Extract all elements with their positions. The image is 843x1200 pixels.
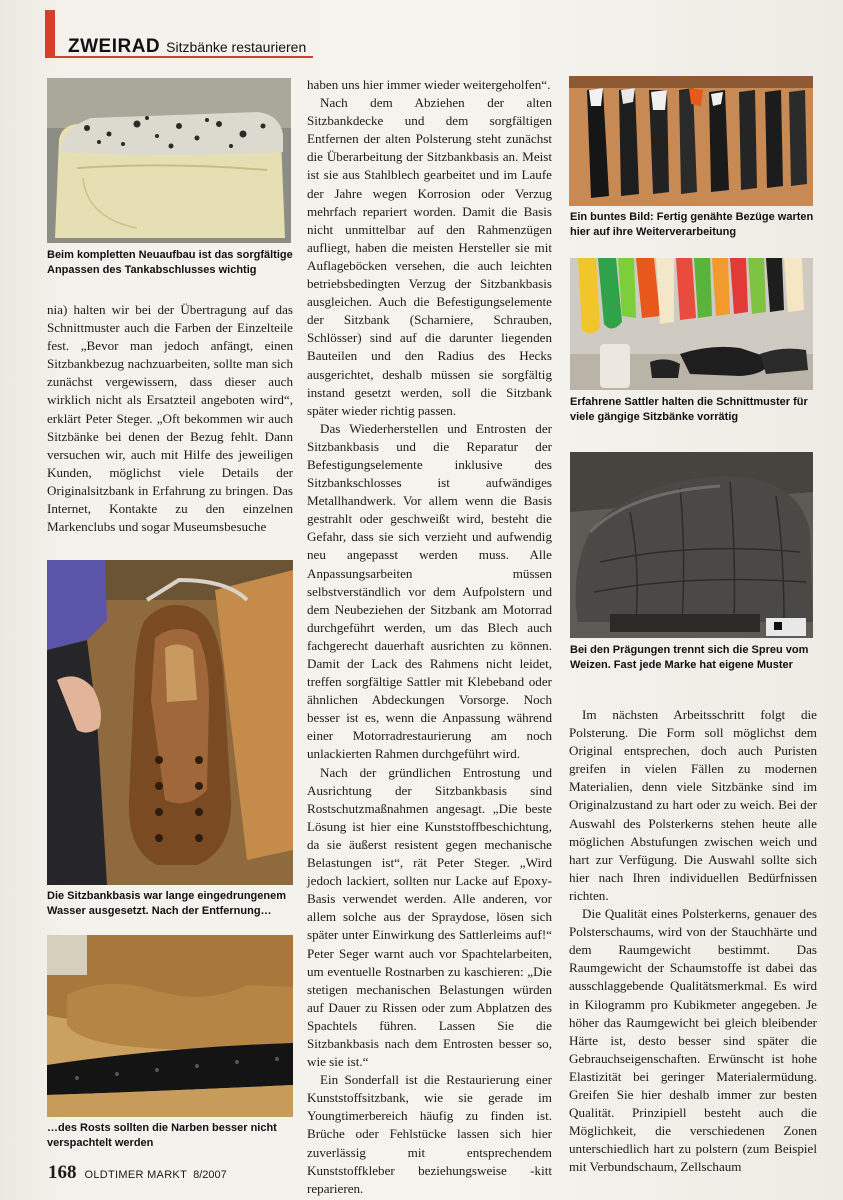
caption-derusted-base: …des Rosts sollten die Narben besser nicht verspachtelt werden xyxy=(47,1122,277,1149)
photo-embossed-seat xyxy=(570,452,813,638)
photo-derusted-base xyxy=(47,935,293,1117)
paragraph: haben uns hier immer wieder weitergeholfen“. xyxy=(307,77,551,92)
caption-cutting-patterns: Erfahrene Sattler halten die Schnittmuster für viele gängige Sitzbänke vorrätig xyxy=(570,396,808,423)
paragraph: Nach dem Abziehen der alten Sitzbankdecke und dem sorgfältigen Entfernen der alten Polsterung steht zunächst die Überarbeitung der Sitzbankbasis an. Meist ist sie aus Stahlblech gearbeitet und im Laufe der Jahre wegen Korrosion oder Verzug mehrfach repariert worden. Damit die Basis nicht unmittelbar auf den Rahmenzügen aufliegt, haben die meisten Hersteller sie mit Auflageböcken versehen, die auch leichten betriebsbedingten Verzug der Sitzbankbasis ausgleichen. Auch die Befestigungselemente der Sitzbank (Scharniere, Schrauben, Schlösser) sind auf die darunter liegenden Bauteilen und den Radius des Hecks ausgerichtet, deshalb müssen sie sorgfältig instand gesetzt werden, soll die Sitzbank später wieder richtig passen. xyxy=(307,95,552,418)
paragraph: nia) halten wir bei der Übertragung auf das Schnittmuster auch die Farben der Einzelteile fest. „Bevor man jedoch anfängt, einen Sitzbankbezug nachzuarbeiten, sollte man sich zunächst vergewissern, dass dieser auch wirklich nicht als Ersatzteil angeboten wird“, erklärt Peter Steger. „Oft bekommen wir auch Sitzbänke bei denen der Bezug fehlt. Dann versuchen wir, auch mit Hilfe des jeweiligen Kunden, möglichst viele Details der Originalsitzbank in Erfahrung zu bringen. Das Internet, Kontakte zu den einzelnen Markenclubs und sogar Museumsbesuche xyxy=(47,302,293,535)
header-accent-bar xyxy=(45,10,55,58)
caption-sewn-covers: Ein buntes Bild: Fertig genähte Bezüge warten hier auf ihre Weiterverarbeitung xyxy=(570,211,814,238)
photo-rusty-seat-base xyxy=(47,560,293,885)
article-column-2 xyxy=(307,76,552,1198)
magazine-name: OLDTIMER MARKT xyxy=(84,1169,188,1181)
caption-rusty-seat-base: Die Sitzbankbasis war lange eingedrungenem Wasser ausgesetzt. Nach der Entfernung… xyxy=(47,890,287,917)
caption-embossed-seat: Bei den Prägungen trennt sich die Spreu vom Weizen. Fast jede Marke hat eigene Muster xyxy=(570,644,809,671)
article-column-3 xyxy=(569,706,817,1176)
issue-number: 8/2007 xyxy=(193,1169,227,1181)
paragraph: Im nächsten Arbeitsschritt folgt die Polsterung. Die Form soll möglichst dem Original entsprechen, doch auch Puristen greifen in vielen Fällen zu modernen Materialien, denn viele Sitzbänke sind im Originalzustand zu hart oder zu weich. Bei der Auswahl des Polsterkerns stehen heute alle möglichen Abstufungen zwischen weich und hart zur Verfügung. Die Auswahl sollte sich hier nach Ihren individuellen Bedürfnissen richten. xyxy=(569,707,817,903)
paragraph: Ein Sonderfall ist die Restaurierung einer Kunststoffsitzbank, wie sie gerade im Youngtimerbereich häufig zu finden ist. Brüche oder Fehlstücke lassen sich hier zuverlässig mit entsprechendem Kunststoffkleber beziehungsweise -kitt reparieren. xyxy=(307,1072,552,1196)
article-column-1 xyxy=(47,301,293,536)
section-title: ZWEIRAD xyxy=(68,36,161,57)
page-number: 168 xyxy=(48,1162,77,1183)
section-subtitle: Sitzbänke restaurieren xyxy=(166,39,307,55)
page-footer xyxy=(48,1162,227,1184)
paragraph: Die Qualität eines Polsterkerns, genauer des Polsterschaums, wird von der Stauchhärte und dem Raumgewicht bestimmt. Das Raumgewicht der Schaumstoffe ist dabei das ausschlaggebende Qualitätsmerkmal. Es wird in Kilogramm pro Kubikmeter angegeben. Je höher das Raumgewicht bei gleich bleibender Härte ist, desto besser sind später die Gebrauchseigenschaften. Erwünscht ist hohe Elastizität bei geringer Materialermüdung. Greifen Sie hier deshalb immer zur besten Qualität. Prinzipiell besteht auch die Möglichkeit, die verschiedenen Zonen unterschiedlich hart zu polstern (zum Beispiel mit Verbundschaum, Zellschaum xyxy=(569,906,817,1175)
paragraph: Nach der gründlichen Entrostung und Ausrichtung der Sitzbankbasis sind Rostschutzmaßnahmen angesagt. „Die beste Lösung ist hier eine Kunststoffbeschichtung, da sie äußerst resistent gegen mechanische Belastungen ist“, rät Peter Steger. „Wird jedoch lackiert, sollten nur Lacke auf Epoxy-Basis verwendet werden. Alle anderen, vor allem solche aus der Spraydose, lösen sich später unter Einwirkung des Sattlerleims auf!“ Peter Seger warnt auch vor Spachtelarbeiten, um eventuelle Rostnarben zu kaschieren: „Die stetigen mechanischen Belastungen würden auf Dauer zu Rissen oder zum Abplatzen des Spachtels führen. Lassen Sie die Sitzbankbasis nach dem Entrosten besser so, wie sie ist.“ xyxy=(307,764,552,1070)
photo-foam-seat xyxy=(47,78,291,243)
photo-sewn-covers xyxy=(569,76,813,206)
paragraph: Das Wiederherstellen und Entrosten der Sitzbankbasis und die Reparatur der Befestigungselemente inklusive des Sitzbankschlosses ist aufwändiges Metallhandwerk. Vor allem wenn die Basis gestrahlt oder geschweißt wird, besteht die Gefahr, dass sie sich verzieht und aufwendig neu angepasst werden muss. Alle Anpassungsarbeiten müssen selbstverständlich vor dem Aufpolstern und dem Neubeziehen der Sitzbank am Motorrad durchgeführt werden, um das Blech auch fachgerecht dauerhaft ausrichten zu können. Damit der Lack des Rahmens nicht leidet, treffen sorgfältige Sattler mit Klebeband oder ähnlichen Abdeckungen Vorsorge. Noch besser ist es, wenn die Anpassung während einer Motorradrestaurierung am noch unlackierten Rahmen durchgeführt wird. xyxy=(307,420,552,762)
page-header xyxy=(68,36,306,58)
photo-cutting-patterns xyxy=(570,258,813,390)
caption-foam-seat: Beim kompletten Neuaufbau ist das sorgfältige Anpassen des Tankabschlusses wichtig xyxy=(47,249,293,276)
